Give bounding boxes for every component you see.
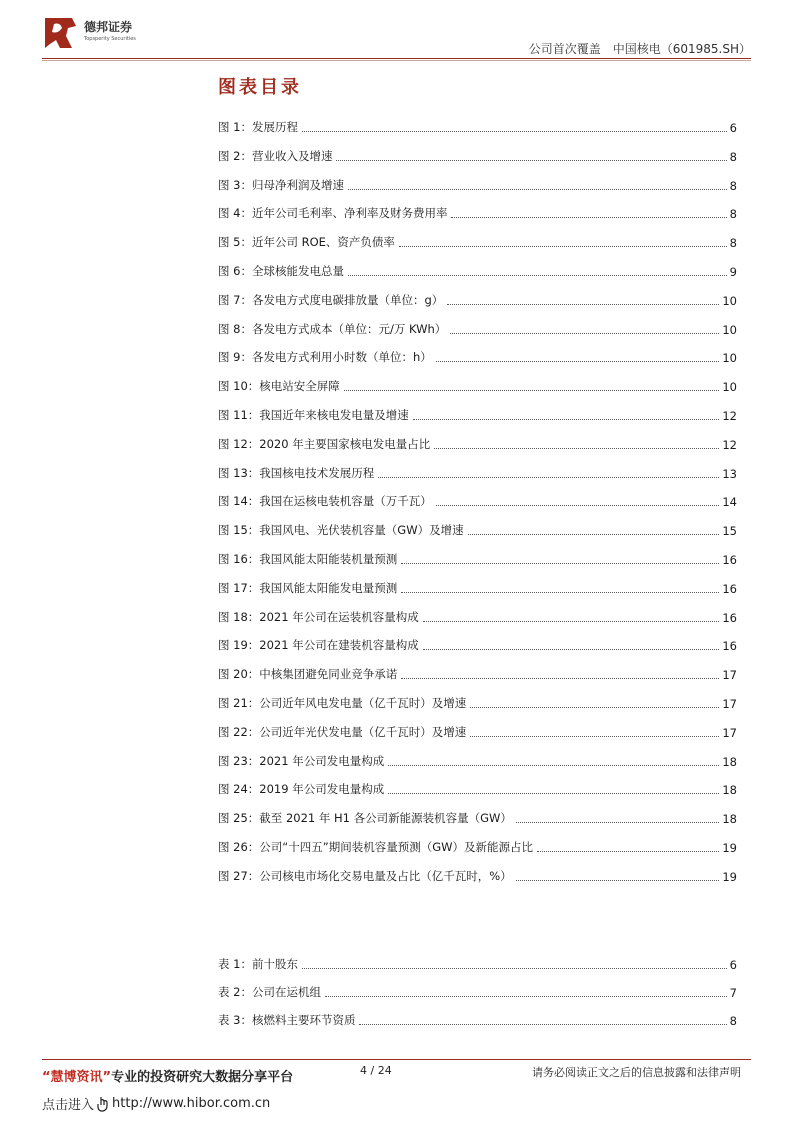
toc-entry-label: 图 4：近年公司毛利率、净利率及财务费用率	[218, 206, 448, 221]
toc-title: 图表目录	[218, 77, 302, 98]
toc-entry[interactable]	[218, 493, 737, 509]
toc-entry-label: 图 13：我国核电技术发展历程	[218, 465, 375, 480]
toc-entry-label: 表 2：公司在运机组	[218, 985, 321, 999]
toc-entry-label: 图 20：中核集团避免同业竞争承诺	[218, 667, 398, 682]
toc-entry[interactable]	[218, 839, 737, 855]
dot-leader	[451, 217, 726, 218]
toc-entry[interactable]	[218, 781, 737, 797]
dot-leader	[302, 131, 727, 132]
logo-english-name: Topsperity Securities	[84, 36, 136, 42]
footer-link[interactable]	[42, 1094, 270, 1113]
toc-entry-page: 10	[722, 380, 737, 395]
toc-entry[interactable]	[218, 436, 737, 452]
toc-entry-page: 16	[722, 610, 737, 625]
toc-entry-label: 图 23：2021 年公司发电量构成	[218, 753, 385, 768]
footer-brand-quoted: “慧博资讯”	[42, 1070, 112, 1085]
toc-entry-label: 图 12：2020 年主要国家核电发电量占比	[218, 436, 431, 451]
toc-entry-page: 16	[722, 581, 737, 596]
toc-entry[interactable]	[218, 637, 737, 653]
footer-link-url[interactable]: http://www.hibor.com.cn	[112, 1096, 271, 1111]
toc-entry-page: 12	[722, 437, 737, 452]
toc-entry-label: 图 14：我国在运核电装机容量（万千瓦）	[218, 494, 432, 509]
dot-leader	[359, 1024, 726, 1025]
toc-entry-page: 16	[722, 553, 737, 567]
toc-entry-page: 8	[729, 149, 737, 164]
toc-entry[interactable]	[218, 205, 737, 221]
dot-leader	[516, 880, 720, 881]
toc-entry[interactable]	[218, 119, 737, 135]
dot-leader	[401, 563, 719, 564]
toc-entry-label: 图 25：截至 2021 年 H1 各公司新能源装机容量（GW）	[218, 811, 512, 826]
toc-entry-page: 8	[729, 178, 737, 193]
toc-entry[interactable]	[218, 177, 737, 193]
toc-entry-page: 18	[722, 754, 737, 769]
dot-leader	[516, 822, 719, 823]
toc-entry[interactable]	[218, 551, 737, 567]
toc-entry-page: 17	[722, 697, 737, 711]
dot-leader	[325, 996, 727, 997]
toc-entry-page: 10	[722, 351, 737, 366]
dot-leader	[436, 361, 720, 362]
dot-leader	[388, 793, 719, 794]
dot-leader	[423, 621, 720, 622]
toc-entry[interactable]	[218, 407, 737, 423]
toc-entry[interactable]	[218, 984, 737, 1000]
dot-leader	[401, 678, 719, 679]
toc-entry[interactable]	[218, 349, 737, 365]
toc-entry-label: 表 1：前十股东	[218, 957, 298, 971]
dot-leader	[401, 592, 719, 593]
report-label: 公司首次覆盖 中国核电（601985.SH）	[528, 42, 751, 56]
toc-entry-label: 图 11：我国近年来核电发电量及增速	[218, 408, 409, 422]
legal-disclaimer: 请务必阅读正文之后的信息披露和法律声明	[532, 1066, 741, 1079]
toc-entry-label: 图 22：公司近年光伏发电量（亿千瓦时）及增速	[218, 724, 467, 739]
toc-entry[interactable]	[218, 292, 737, 308]
toc-entry[interactable]	[218, 753, 737, 769]
toc-entry-label: 表 3：核燃料主要环节资质	[218, 1013, 356, 1027]
toc-entry-label: 图 19：2021 年公司在建装机容量构成	[218, 638, 419, 653]
page-number: 4 / 24	[360, 1064, 392, 1077]
toc-entry-page: 8	[729, 207, 737, 222]
toc-entry[interactable]	[218, 465, 737, 481]
dot-leader	[470, 736, 719, 737]
toc-entry[interactable]	[218, 263, 737, 279]
toc-entry[interactable]	[218, 956, 737, 972]
toc-entry[interactable]	[218, 666, 737, 682]
pointer-hand-icon	[96, 1096, 110, 1112]
dot-leader	[348, 275, 727, 276]
dot-leader	[434, 448, 719, 449]
toc-entry-label: 图 9：各发电方式利用小时数（单位：h）	[218, 350, 432, 365]
toc-entry-label: 图 21：公司近年风电发电量（亿千瓦时）及增速	[218, 696, 467, 710]
dot-leader	[336, 160, 726, 161]
toc-entry-page: 12	[722, 409, 737, 423]
toc-entry-page: 19	[722, 841, 737, 855]
toc-entry-page: 6	[729, 121, 737, 135]
dot-leader	[447, 304, 719, 305]
toc-entry[interactable]	[218, 695, 737, 711]
toc-entry-page: 17	[722, 668, 737, 683]
logo-mark-icon	[42, 14, 80, 52]
toc-entry-label: 图 18：2021 年公司在运装机容量构成	[218, 609, 419, 624]
toc-entry-page: 10	[722, 322, 737, 337]
toc-entry-page: 13	[722, 466, 737, 481]
toc-entry[interactable]	[218, 148, 737, 164]
toc-entry[interactable]	[218, 810, 737, 826]
dot-leader	[537, 851, 719, 852]
dot-leader	[302, 968, 727, 969]
toc-entry-page: 15	[722, 524, 737, 539]
toc-entry[interactable]	[218, 609, 737, 625]
toc-entry-label: 图 5：近年公司 ROE、资产负债率	[218, 235, 395, 250]
toc-entry-label: 图 8：各发电方式成本（单位：元/万 KWh）	[218, 321, 447, 336]
toc-entry-label: 图 2：营业收入及增速	[218, 148, 333, 163]
toc-entry-label: 图 1：发展历程	[218, 120, 298, 134]
toc-entry-label: 图 26：公司“十四五”期间装机容量预测（GW）及新能源占比	[218, 840, 533, 854]
dot-leader	[348, 189, 727, 190]
dot-leader	[378, 477, 719, 478]
toc-entry-label: 图 24：2019 年公司发电量构成	[218, 782, 385, 797]
dot-leader	[450, 333, 719, 334]
toc-entry-label: 图 15：我国风电、光伏装机容量（GW）及增速	[218, 523, 464, 538]
toc-entry-page: 7	[729, 986, 737, 1000]
toc-entry-page: 14	[722, 495, 737, 510]
toc-entry-page: 9	[729, 265, 737, 279]
table-list	[218, 956, 737, 1040]
toc-entry[interactable]	[218, 522, 737, 538]
footer-link-prefix: 点击进入	[42, 1098, 95, 1113]
toc-entry-page: 19	[722, 869, 737, 884]
toc-entry-page: 16	[722, 639, 737, 654]
toc-entry[interactable]	[218, 321, 737, 337]
toc-entry-page: 8	[729, 236, 737, 251]
dot-leader	[468, 534, 720, 535]
dot-leader	[344, 390, 720, 391]
dot-leader	[399, 246, 727, 247]
toc-entry-label: 图 10：核电站安全屏障	[218, 379, 340, 394]
toc-entry-label: 图 3：归母净利润及增速	[218, 177, 344, 192]
figure-list	[218, 119, 737, 897]
dot-leader	[470, 707, 719, 708]
toc-entry-page: 10	[722, 293, 737, 308]
toc-entry[interactable]	[218, 234, 737, 250]
toc-entry-page: 18	[722, 812, 737, 827]
toc-entry-label: 图 27：公司核电市场化交易电量及占比（亿千瓦时，%）	[218, 868, 512, 883]
dot-leader	[388, 765, 719, 766]
toc-entry[interactable]	[218, 868, 737, 884]
toc-entry-label: 图 6：全球核能发电总量	[218, 264, 344, 278]
dot-leader	[423, 649, 720, 650]
dot-leader	[413, 419, 720, 420]
toc-entry-label: 图 7：各发电方式度电碳排放量（单位：g）	[218, 292, 444, 307]
toc-entry[interactable]	[218, 1012, 737, 1028]
footer-brand	[42, 1066, 293, 1085]
toc-entry-label: 图 16：我国风能太阳能装机量预测	[218, 552, 398, 566]
toc-entry[interactable]	[218, 724, 737, 740]
toc-entry-page: 17	[722, 725, 737, 740]
header-divider	[42, 58, 751, 59]
footer-brand-text: 专业的投资研究大数据分享平台	[111, 1070, 294, 1085]
dot-leader	[436, 505, 720, 506]
footer-divider	[42, 1059, 751, 1060]
toc-entry-page: 8	[729, 1014, 737, 1028]
header-divider-thin	[42, 60, 751, 61]
toc-entry-page: 6	[729, 958, 737, 972]
toc-entry-label: 图 17：我国风能太阳能发电量预测	[218, 580, 398, 595]
toc-entry[interactable]	[218, 378, 737, 394]
toc-entry-page: 18	[722, 783, 737, 798]
company-logo	[42, 14, 142, 54]
logo-chinese-name: 德邦证券	[84, 20, 133, 34]
toc-entry[interactable]	[218, 580, 737, 596]
